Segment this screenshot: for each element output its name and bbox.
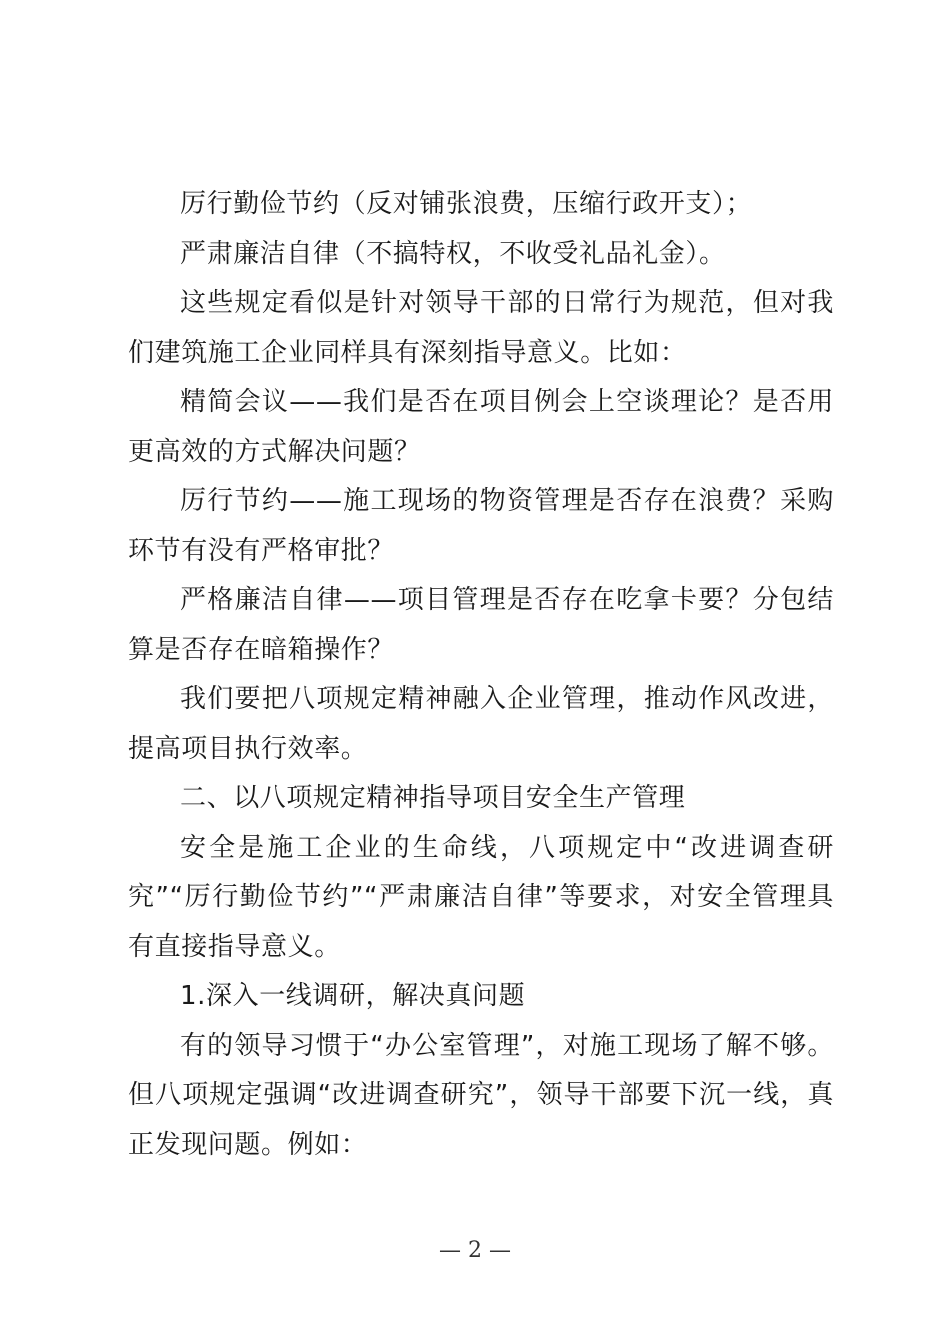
- paragraph-meetings: 精简会议——我们是否在项目例会上空谈理论？是否用更高效的方式解决问题？: [128, 387, 834, 467]
- paragraph-office-management: 有的领导习惯于“办公室管理”，对施工现场了解不够。但八项规定强调“改进调查研究”，领导干部要下沉一线，真正发现问题。例如：: [128, 1030, 834, 1160]
- paragraph-significance: 这些规定看似是针对领导干部的日常行为规范，但对我们建筑施工企业同样具有深刻指导意义。比如：: [128, 288, 834, 368]
- subsection-heading-research: 1.深入一线调研，解决真问题: [180, 981, 526, 1011]
- paragraph-safety-lifeline: 安全是施工企业的生命线，八项规定中“改进调查研究”“厉行勤俭节约”“严肃廉洁自律”等要求，对安全管理具有直接指导意义。: [128, 832, 834, 962]
- paragraph-economy: 厉行节约——施工现场的物资管理是否存在浪费？采购环节有没有严格审批？: [128, 486, 834, 566]
- paragraph-integration: 我们要把八项规定精神融入企业管理，推动作风改进，提高项目执行效率。: [128, 684, 834, 764]
- document-body: [128, 180, 834, 1170]
- section-heading-safety: 二、以八项规定精神指导项目安全生产管理: [180, 783, 686, 813]
- paragraph-thrift: 厉行勤俭节约（反对铺张浪费，压缩行政开支）；: [180, 189, 753, 219]
- page-number: — 2 —: [439, 1238, 511, 1263]
- paragraph-integrity: 严肃廉洁自律（不搞特权，不收受礼品礼金）。: [180, 238, 726, 269]
- paragraph-self-discipline: 严格廉洁自律——项目管理是否存在吃拿卡要？分包结算是否存在暗箱操作？: [128, 585, 834, 665]
